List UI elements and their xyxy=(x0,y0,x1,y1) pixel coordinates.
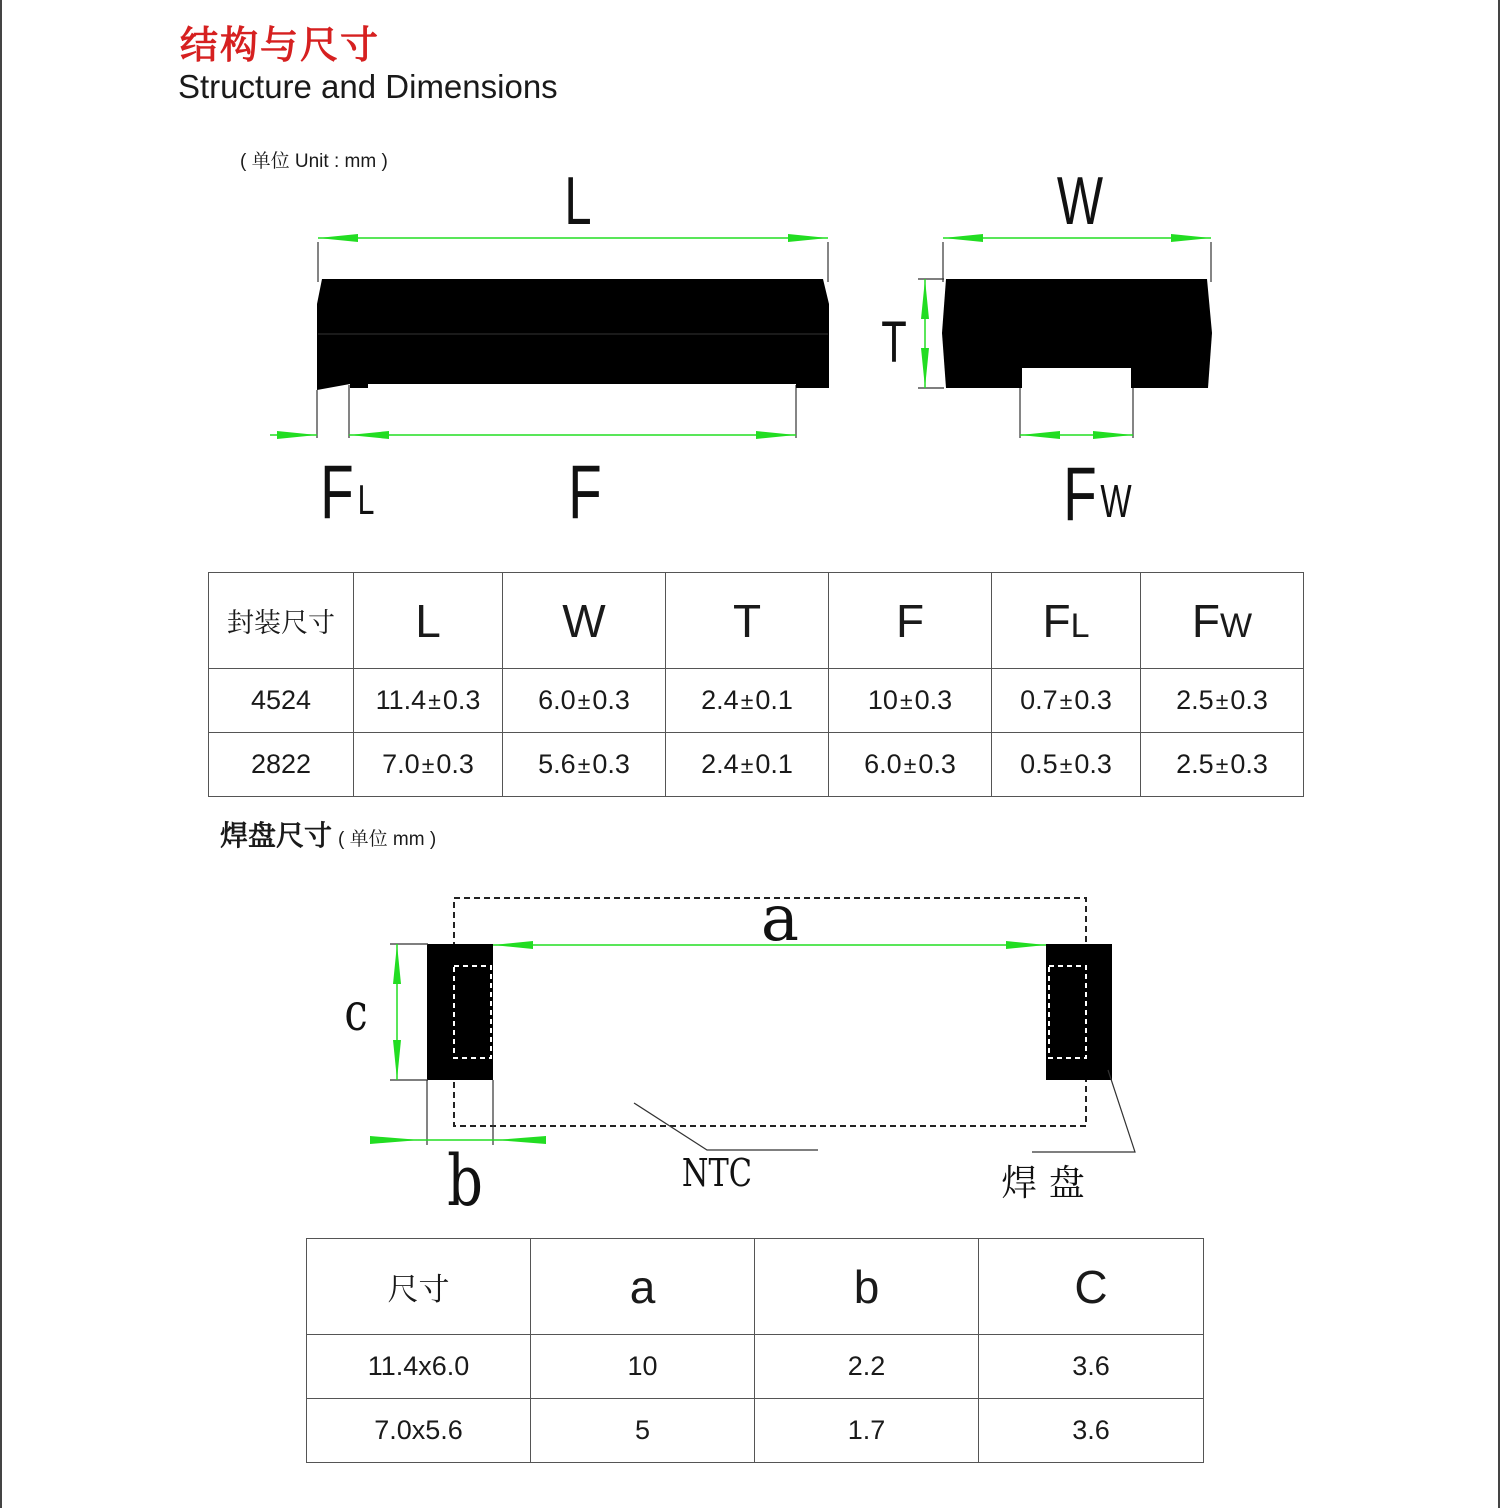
header-c: C xyxy=(979,1239,1204,1335)
dimension-value-cell xyxy=(666,733,829,797)
unit-note: ( 单位 Unit : mm ) xyxy=(240,151,388,172)
label-T: T xyxy=(881,309,907,375)
pad-value-cell: 3.6 xyxy=(979,1399,1204,1463)
header-package-size xyxy=(209,573,354,669)
nominal-value: 2.5 xyxy=(1176,685,1214,715)
plus-minus-sign: ± xyxy=(740,688,754,714)
label-c: c xyxy=(344,982,368,1044)
header-F xyxy=(829,573,992,669)
tolerance-value: 0.1 xyxy=(755,685,793,715)
dimension-value-cell xyxy=(503,733,666,797)
nominal-value: 11.4 xyxy=(375,685,427,715)
label-pad: 焊 盘 xyxy=(1001,1163,1085,1204)
table-row xyxy=(209,669,1304,733)
nominal-value: 7.0 xyxy=(382,749,420,779)
table-row xyxy=(307,1399,1204,1463)
header-main: F xyxy=(1042,594,1071,647)
pad-size-heading xyxy=(220,814,436,854)
header-main: F xyxy=(895,594,925,647)
section-title-cn: 结构与尺寸 xyxy=(180,23,381,67)
header-main: W xyxy=(562,594,606,647)
nominal-value: 0.7 xyxy=(1020,685,1058,715)
label-L: L xyxy=(564,162,592,239)
pad-window xyxy=(1022,368,1131,389)
package-code-cell: 2822 xyxy=(209,733,354,797)
label-ntc: NTC xyxy=(681,1151,753,1196)
table-header-row xyxy=(307,1239,1204,1335)
table-row xyxy=(209,733,1304,797)
header-W xyxy=(503,573,666,669)
label-W: W xyxy=(1056,162,1104,239)
nominal-value: 10 xyxy=(867,685,898,715)
dimension-value-cell xyxy=(1141,669,1304,733)
pad-value-cell: 5 xyxy=(531,1399,755,1463)
package-code-cell: 4524 xyxy=(209,669,354,733)
label-F: F xyxy=(568,450,602,536)
pad-right xyxy=(1046,944,1112,1080)
pad-diagram xyxy=(0,880,1500,1220)
nominal-value: 5.6 xyxy=(538,749,576,779)
plus-minus-sign: ± xyxy=(899,688,913,714)
plus-minus-sign: ± xyxy=(1215,752,1229,778)
section-title-en: Structure and Dimensions xyxy=(178,68,558,105)
package-size-cell: 7.0x5.6 xyxy=(307,1399,531,1463)
tolerance-value: 0.3 xyxy=(1074,685,1112,715)
header-FW xyxy=(1141,573,1304,669)
dimension-value-cell xyxy=(666,669,829,733)
package-size-cell: 11.4x6.0 xyxy=(307,1335,531,1399)
table-row xyxy=(307,1335,1204,1399)
plus-minus-sign: ± xyxy=(1215,688,1229,714)
pad-heading-unit: ( 单位 mm ) xyxy=(338,829,437,850)
tolerance-value: 0.3 xyxy=(436,749,474,779)
dimension-value-cell xyxy=(829,733,992,797)
header-a: a xyxy=(531,1239,755,1335)
label-FW-main: F xyxy=(1063,452,1097,538)
pad-leader xyxy=(1032,1070,1135,1152)
dimension-table xyxy=(208,572,1304,797)
nominal-value: 6.0 xyxy=(864,749,902,779)
plus-minus-sign: ± xyxy=(1059,752,1073,778)
nominal-value: 2.4 xyxy=(701,749,739,779)
tolerance-value: 0.3 xyxy=(592,749,630,779)
pad-value-cell: 1.7 xyxy=(755,1399,979,1463)
nominal-value: 0.5 xyxy=(1020,749,1058,779)
plus-minus-sign: ± xyxy=(421,752,435,778)
label-a: a xyxy=(760,882,800,956)
tolerance-value: 0.3 xyxy=(1230,749,1268,779)
label-FL-sub: L xyxy=(357,476,375,524)
pad-value-cell: 2.2 xyxy=(755,1335,979,1399)
header-main: L xyxy=(415,594,441,647)
tolerance-value: 0.1 xyxy=(755,749,793,779)
dimension-value-cell xyxy=(1141,733,1304,797)
pad-left xyxy=(427,944,493,1080)
plus-minus-sign: ± xyxy=(1059,688,1073,714)
label-FW-sub: W xyxy=(1100,476,1132,528)
label-b: b xyxy=(447,1139,483,1222)
pad-heading-title: 焊盘尺寸 xyxy=(220,819,333,852)
header-T xyxy=(666,573,829,669)
dimension-value-cell xyxy=(354,733,503,797)
pad-size-table xyxy=(306,1238,1204,1463)
dimension-value-cell xyxy=(992,733,1141,797)
dimension-value-cell xyxy=(992,669,1141,733)
tolerance-value: 0.3 xyxy=(914,685,953,715)
tolerance-value: 0.3 xyxy=(442,685,481,715)
table-header-row xyxy=(209,573,1304,669)
header-sub: L xyxy=(1070,606,1090,645)
label-FL-main: F xyxy=(320,450,354,536)
tolerance-value: 0.3 xyxy=(918,749,956,779)
plus-minus-sign: ± xyxy=(740,752,754,778)
tolerance-value: 0.3 xyxy=(1074,749,1112,779)
header-main: 封装尺寸 xyxy=(227,608,335,639)
tolerance-value: 0.3 xyxy=(592,685,630,715)
header-sub: W xyxy=(1220,606,1253,645)
plus-minus-sign: ± xyxy=(577,752,591,778)
header-main: F xyxy=(1191,594,1220,647)
header-b: b xyxy=(755,1239,979,1335)
header-FL xyxy=(992,573,1141,669)
header-main: T xyxy=(732,594,762,647)
plus-minus-sign: ± xyxy=(428,688,441,714)
nominal-value: 2.5 xyxy=(1176,749,1214,779)
header-L xyxy=(354,573,503,669)
header-size: 尺寸 xyxy=(307,1239,531,1335)
dimension-value-cell xyxy=(829,669,992,733)
plus-minus-sign: ± xyxy=(903,752,917,778)
dimension-value-cell xyxy=(503,669,666,733)
nominal-value: 6.0 xyxy=(538,685,576,715)
pad-value-cell: 3.6 xyxy=(979,1335,1204,1399)
structure-diagram xyxy=(0,160,1500,540)
plus-minus-sign: ± xyxy=(577,688,591,714)
tolerance-value: 0.3 xyxy=(1230,685,1268,715)
nominal-value: 2.4 xyxy=(701,685,739,715)
pad-value-cell: 10 xyxy=(531,1335,755,1399)
dimension-value-cell xyxy=(354,669,503,733)
